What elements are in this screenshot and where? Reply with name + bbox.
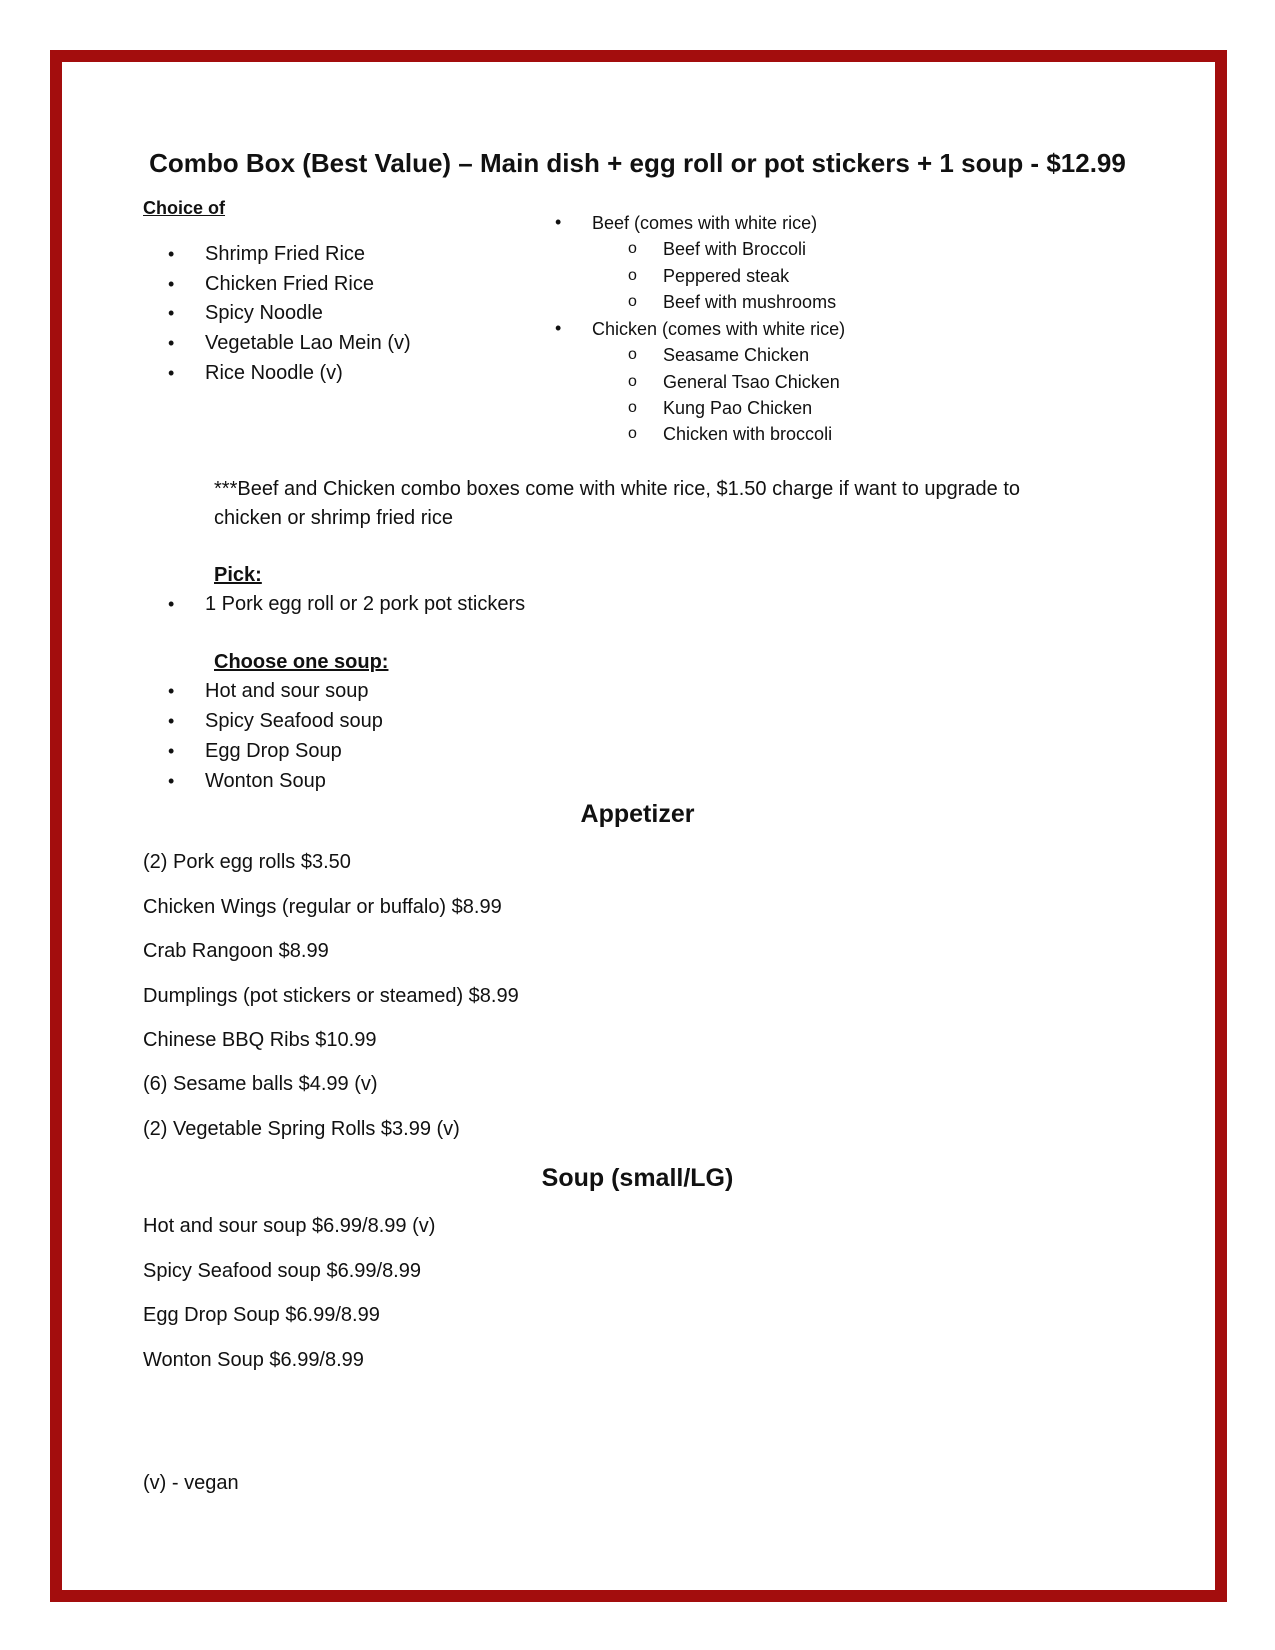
appetizer-item: Chicken Wings (regular or buffalo) $8.99	[143, 896, 502, 918]
soup-choice-heading: Choose one soup:	[214, 651, 389, 673]
soup-choice-item: Hot and sour soup	[205, 680, 369, 702]
beef-item: Beef with Broccoli	[663, 239, 807, 259]
upgrade-note-line1: ***Beef and Chicken combo boxes come with white rice, $1.50 charge if want to upgrade to	[214, 478, 1021, 500]
bullet-icon: •	[168, 333, 175, 353]
sub-bullet-icon: o	[628, 346, 637, 363]
sub-bullet-icon: o	[628, 399, 637, 416]
pick-item: 1 Pork egg roll or 2 pork pot stickers	[205, 593, 526, 615]
sub-bullet-icon: o	[628, 293, 637, 310]
bullet-icon: •	[168, 741, 175, 761]
pick-heading: Pick:	[214, 564, 262, 586]
appetizer-item: (2) Vegetable Spring Rolls $3.99 (v)	[143, 1118, 460, 1140]
chicken-item: Chicken with broccoli	[663, 424, 833, 444]
appetizer-item: Dumplings (pot stickers or steamed) $8.99	[143, 985, 519, 1007]
appetizer-item: (2) Pork egg rolls $3.50	[143, 851, 351, 873]
sub-bullet-icon: o	[628, 425, 637, 442]
appetizer-heading: Appetizer	[580, 800, 695, 828]
bullet-icon: •	[168, 274, 175, 294]
vegan-legend: (v) - vegan	[143, 1472, 239, 1494]
beef-label: Beef (comes with white rice)	[592, 213, 818, 233]
chicken-item: Kung Pao Chicken	[663, 398, 813, 418]
sub-bullet-icon: o	[628, 240, 637, 257]
soup-choice-item: Wonton Soup	[205, 770, 326, 792]
soup-choice-item: Egg Drop Soup	[205, 740, 342, 762]
choice-item: Vegetable Lao Mein (v)	[205, 332, 411, 354]
chicken-label: Chicken (comes with white rice)	[592, 319, 846, 339]
chicken-item: General Tsao Chicken	[663, 372, 840, 392]
bullet-icon: •	[168, 681, 175, 701]
soup-item: Hot and sour soup $6.99/8.99 (v)	[143, 1215, 436, 1237]
bullet-icon: •	[168, 771, 175, 791]
chicken-item: Seasame Chicken	[663, 345, 810, 365]
beef-item: Peppered steak	[663, 266, 790, 286]
choice-item: Chicken Fried Rice	[205, 273, 374, 295]
sub-bullet-icon: o	[628, 373, 637, 390]
appetizer-item: Crab Rangoon $8.99	[143, 940, 329, 962]
beef-item: Beef with mushrooms	[663, 292, 837, 312]
choice-item: Spicy Noodle	[205, 302, 323, 324]
bullet-icon: •	[168, 303, 175, 323]
choice-item: Rice Noodle (v)	[205, 362, 343, 384]
soup-item: Spicy Seafood soup $6.99/8.99	[143, 1260, 421, 1282]
bullet-icon: •	[168, 594, 175, 614]
bullet-icon: •	[168, 244, 175, 264]
soup-choice-item: Spicy Seafood soup	[205, 710, 383, 732]
bullet-icon: •	[168, 711, 175, 731]
upgrade-note-line2: chicken or shrimp fried rice	[214, 507, 453, 529]
choice-item: Shrimp Fried Rice	[205, 243, 366, 265]
combo-box-title: Combo Box (Best Value) – Main dish + egg roll or pot stickers + 1 soup - $12.99	[149, 148, 1126, 178]
soup-item: Egg Drop Soup $6.99/8.99	[143, 1304, 380, 1326]
soup-item: Wonton Soup $6.99/8.99	[143, 1349, 364, 1371]
sub-bullet-icon: o	[628, 267, 637, 284]
soup-heading: Soup (small/LG)	[541, 1164, 734, 1192]
bullet-icon: •	[168, 363, 175, 383]
appetizer-item: (6) Sesame balls $4.99 (v)	[143, 1073, 378, 1095]
bullet-icon: •	[555, 212, 562, 232]
choice-heading: Choice of	[143, 198, 226, 218]
appetizer-item: Chinese BBQ Ribs $10.99	[143, 1029, 377, 1051]
bullet-icon: •	[555, 318, 562, 338]
